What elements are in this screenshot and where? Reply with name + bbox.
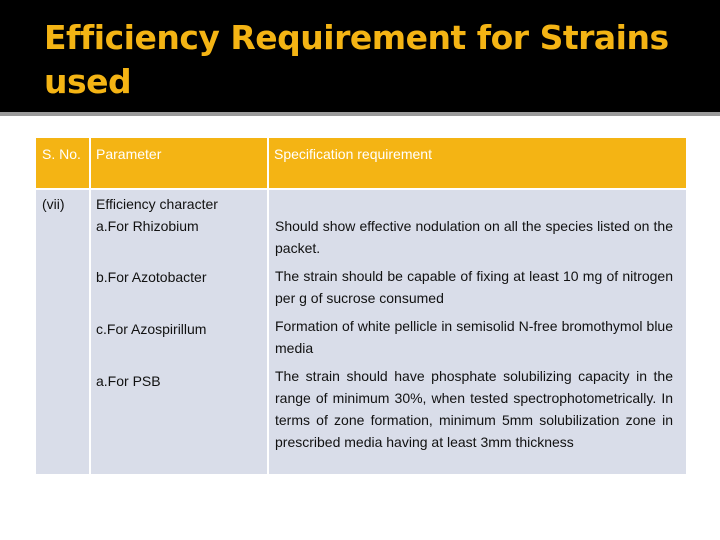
row-sno: (vii)	[42, 196, 65, 212]
parameter-psb: a.For PSB	[96, 373, 161, 389]
requirements-table	[36, 138, 686, 474]
parameter-heading: Efficiency character	[96, 196, 218, 212]
parameter-rhizobium: a.For Rhizobium	[96, 218, 199, 234]
table-body	[36, 190, 686, 474]
parameter-azospirillum: c.For Azospirillum	[96, 321, 207, 337]
header-sno: S. No.	[42, 146, 81, 162]
spec-rhizobium: Should show effective nodulation on all the species listed on the packet.	[275, 218, 673, 256]
table-header-row	[36, 138, 686, 188]
column-divider-2	[267, 138, 269, 474]
spec-psb: The strain should have phosphate solubilizing capacity in the range of minimum 30%, when tested spectrophotometrically. In terms of zone formation, minimum 5mm solubilization zone in prescribed media having at least 3mm thickness	[275, 368, 673, 450]
spec-azotobacter: The strain should be capable of fixing at least 10 mg of nitrogen per g of sucrose consumed	[275, 268, 673, 306]
title-divider	[0, 112, 720, 116]
slide-title: Efficiency Requirement for Strains used	[44, 18, 669, 101]
parameter-azotobacter: b.For Azotobacter	[96, 269, 207, 285]
column-divider-1	[89, 138, 91, 474]
header-specification: Specification requirement	[274, 146, 432, 162]
spec-azospirillum: Formation of white pellicle in semisolid N-free bromothymol blue media	[275, 318, 673, 356]
title-bar	[0, 0, 720, 112]
header-parameter: Parameter	[96, 146, 162, 162]
